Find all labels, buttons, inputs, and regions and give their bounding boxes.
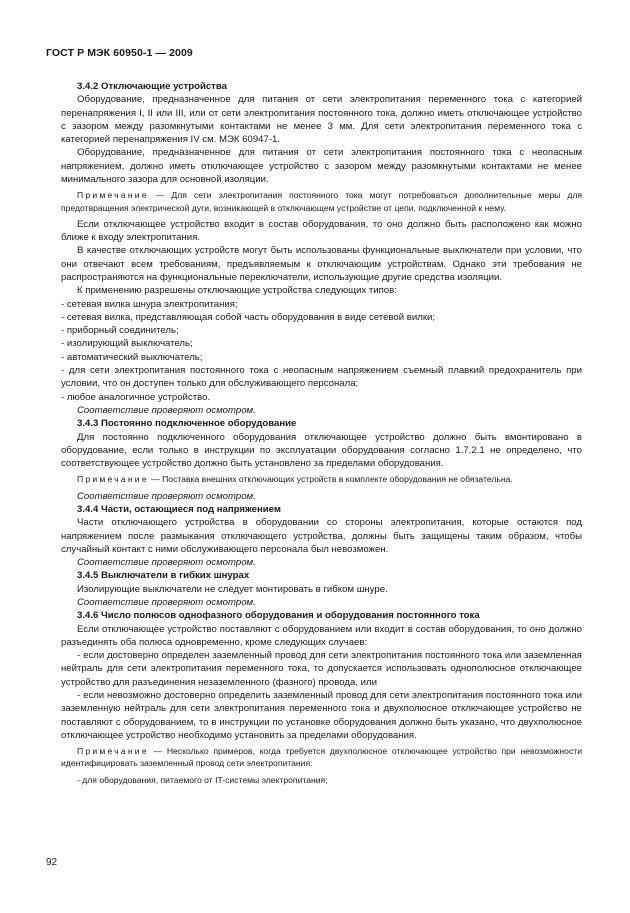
paragraph: Для постоянно подключенного оборудования отключающее устройство должно быть вмонтировано в оборудование, если только в инструкции по эксплуатации оборудования согласно 1.7.2.1 не определено, что соответствующее устройство должно быть установлено за пределами оборудования. <box>61 431 582 470</box>
compliance-note: Соответствие проверяют осмотром. <box>77 404 256 416</box>
paragraph: Части отключающего устройства в оборудовании со стороны электропитания, которые остаются под напряжением после размыкания отключающего устройства, должны быть защищены таким образом, чтобы случайный контакт с ними обслуживающего персонала был невозможен. <box>61 517 582 555</box>
list-item: - если невозможно достоверно определить заземленный провод для сети электропитания постоянного тока или заземленную нейтраль для сети электропитания переменного тока и двухполюсное отключающее устройство не поставляют с оборудованием, то в инструкции по установке оборудования должно быть указано, что двухполюсное отключающее устройство необходимо установить за пределами оборудования. <box>61 690 582 741</box>
note-paragraph <box>61 473 582 485</box>
paragraph: Оборудование, предназначенное для питания от сети электропитания постоянного тока с неопасным напряжением, должно иметь отключающее устройство с зазором между разомкнутыми контактами не менее минимального зазора для основной изоляции. <box>61 147 582 186</box>
note-paragraph <box>61 745 582 769</box>
note-label: Примечание <box>77 746 149 757</box>
note-label: Примечание <box>77 190 149 201</box>
paragraph: К применению разрешены отключающие устройства следующих типов: <box>77 285 397 297</box>
paragraph: В качестве отключающих устройств могут быть использованы функциональные выключатели при условии, что они отвечают всем требованиям, предъявляемым к отключающим устройствам. Однако эти требования не распространяются на функциональные переключатели, использующие другие средства изоляции. <box>61 245 582 283</box>
list-item: - сетевая вилка, представляющая собой часть оборудования в виде сетевой вилки; <box>61 311 436 323</box>
list-item: - изолирующий выключатель; <box>61 338 193 350</box>
section-heading: 3.4.5 Выключатели в гибких шнурах <box>77 570 250 582</box>
compliance-note: Соответствие проверяют осмотром. <box>77 557 256 569</box>
note-text: — Несколько примеров, когда требуется двухполюсное отключающее устройство при невозможности идентифицировать заземленный провод сети электропитания: <box>61 746 582 769</box>
list-item: - автоматический выключатель; <box>61 351 203 363</box>
list-item: - сетевая вилка шнура электропитания; <box>61 298 238 310</box>
document-body <box>61 80 582 790</box>
compliance-note: Соответствие проверяют осмотром. <box>77 597 256 608</box>
list-item: - если достоверно определен заземленный провод для сети электропитания постоянного тока или заземленная нейтраль для сети электропитания переменного тока, то допускается использовать однополюсное отключающее устройство для разъединения незаземленного (фазного) провода, или <box>61 650 582 688</box>
list-item: - приборный соединитель; <box>61 325 179 337</box>
page-number: 92 <box>46 857 58 868</box>
note-paragraph <box>61 189 582 213</box>
page-header: ГОСТ Р МЭК 60950-1 — 2009 <box>46 47 193 59</box>
compliance-note: Соответствие проверяют осмотром. <box>77 490 256 502</box>
section-heading: 3.4.4 Части, остающиеся под напряжением <box>77 503 281 515</box>
note-text: — Поставка внешних отключающих устройств в комплекте оборудования не обязательна. <box>148 474 513 485</box>
list-item: - любое аналогичное устройство. <box>61 391 211 403</box>
list-item: - для сети электропитания постоянного тока с неопасным напряжением съемный плавкий предохранитель при условии, что он доступен только для обслуживающего персонала; <box>61 365 582 390</box>
paragraph: Оборудование, предназначенное для питания от сети электропитания переменного тока с категорией перенапряжения I, II или III, или от сети электропитания постоянного тока, должно иметь отключающее устройство с зазором между разомкнутыми контактами не менее 3 мм. Для сети электропитания переменного тока с категорией перенапряжения IV см. МЭК 60947-1. <box>61 94 582 146</box>
note-paragraph: - для оборудования, питаемого от IT-системы электропитания; <box>77 774 328 785</box>
note-text: — Для сети электропитания постоянного тока могут потребоваться дополнительные меры для предотвращения электрической дуги, возникающей в отключающем устройстве от цепи, подключенной к нему. <box>61 190 582 213</box>
section-heading: 3.4.2 Отключающие устройства <box>77 81 227 92</box>
section-heading: 3.4.3 Постоянно подключенное оборудование <box>77 418 297 430</box>
section-heading: 3.4.6 Число полюсов однофазного оборудования и оборудования постоянного тока <box>77 610 480 622</box>
paragraph: Если отключающее устройство входит в состав оборудования, то оно должно быть расположено как можно ближе к входу электропитания. <box>61 218 582 244</box>
paragraph: Если отключающее устройство поставляют с оборудованием или входит в состав оборудования, то оно должно разъединять оба полюса одновременно, кроме следующих случаев: <box>61 623 582 648</box>
paragraph: Изолирующие выключатели не следует монтировать в гибком шнуре. <box>77 583 388 595</box>
note-label: Примечание <box>77 474 149 485</box>
